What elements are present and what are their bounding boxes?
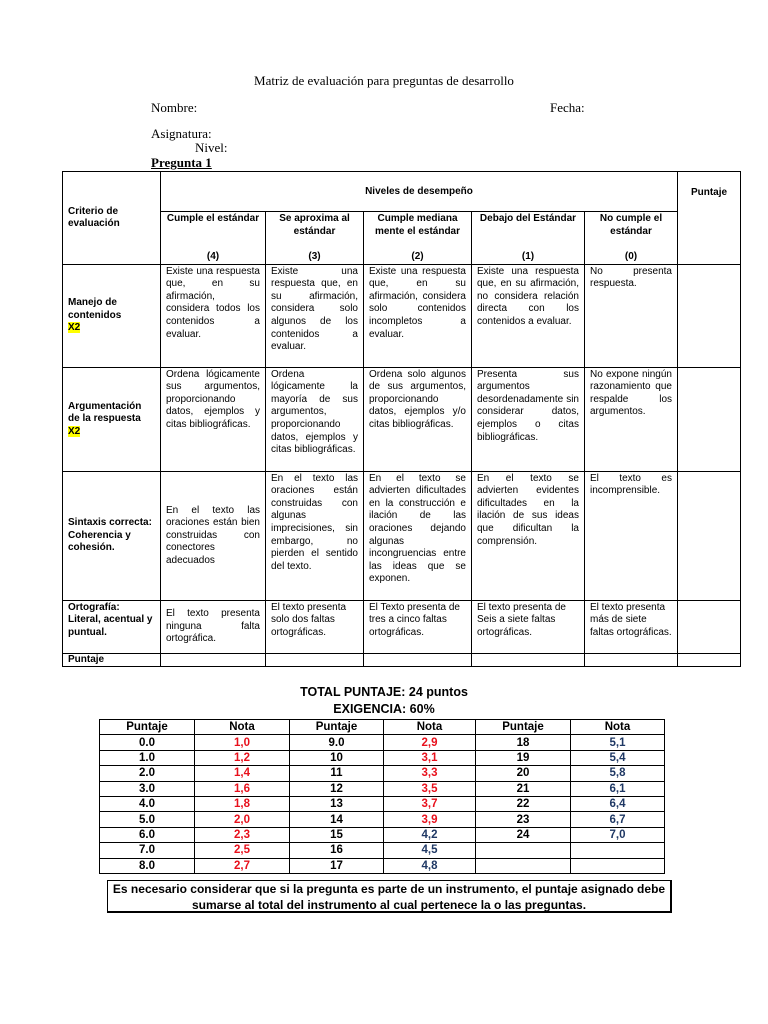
multiplier-badge: X2 xyxy=(68,425,81,437)
scale-row xyxy=(100,812,665,827)
level-score: (4) xyxy=(206,251,220,262)
instrument-note: Es necesario considerar que si la pregunta es parte de un instrumento, el puntaje asignado debe sumarse al total del instrumento al cual pertenece la o las preguntas. xyxy=(107,880,672,913)
scale-nota-cell: 3,7 xyxy=(384,796,476,811)
puntaje-footer-row xyxy=(63,653,741,666)
level-label: Cumple mediana mente el estándar xyxy=(374,213,461,237)
level-score: (2) xyxy=(411,251,424,262)
scale-puntaje-cell: 22 xyxy=(476,796,571,811)
descriptor-cell: Ordena lógicamente sus argumentos, proporcionando datos, ejemplos y citas bibliográficas. xyxy=(161,367,266,471)
scale-puntaje-cell: 21 xyxy=(476,781,571,796)
scale-puntaje-cell: 7.0 xyxy=(100,843,195,858)
criterion-label: Manejo de contenidos xyxy=(68,297,122,321)
scale-nota-cell: 2,9 xyxy=(384,735,476,750)
score-cell xyxy=(266,653,364,666)
criterion-cell: Ortografía: Literal, acentual y puntual. xyxy=(63,600,161,653)
nombre-label: Nombre: xyxy=(151,100,198,115)
scale-row xyxy=(100,843,665,858)
scale-header: Puntaje xyxy=(290,720,384,735)
score-cell xyxy=(472,653,585,666)
scale-nota-cell: 2,0 xyxy=(195,812,290,827)
descriptor-cell: El texto presenta ninguna falta ortográfica. xyxy=(161,600,266,653)
scale-nota-cell: 1,0 xyxy=(195,735,290,750)
rubric-table xyxy=(62,171,741,667)
nivel-label: Nivel: xyxy=(195,140,228,155)
scale-puntaje-cell: 1.0 xyxy=(100,750,195,765)
exigencia: EXIGENCIA: 60% xyxy=(333,702,435,716)
scale-header: Puntaje xyxy=(100,720,195,735)
document-title: Matriz de evaluación para preguntas de desarrollo xyxy=(254,73,514,88)
rubric-row xyxy=(63,600,741,653)
level-label: Cumple el estándar xyxy=(166,213,260,224)
asignatura-label: Asignatura: xyxy=(151,126,212,141)
criterion-cell xyxy=(63,264,161,367)
scale-puntaje-cell: 4.0 xyxy=(100,796,195,811)
scale-puntaje-cell: 17 xyxy=(290,858,384,873)
level-score: (1) xyxy=(521,251,535,262)
scale-puntaje-cell: 6.0 xyxy=(100,827,195,842)
level-label: No cumple el estándar xyxy=(599,213,663,237)
score-cell xyxy=(678,367,741,471)
scale-nota-cell: 3,9 xyxy=(384,812,476,827)
scale-puntaje-cell: 3.0 xyxy=(100,781,195,796)
criterion-cell: Sintaxis correcta: Coherencia y cohesión. xyxy=(63,471,161,600)
scale-puntaje-cell: 13 xyxy=(290,796,384,811)
scale-nota-cell xyxy=(571,858,665,873)
scale-header-row xyxy=(100,720,665,735)
fecha-label: Fecha: xyxy=(550,100,585,115)
score-cell xyxy=(161,653,266,666)
scale-nota-cell: 2,5 xyxy=(195,843,290,858)
grading-scale-table xyxy=(99,719,665,874)
rubric-row xyxy=(63,471,741,600)
score-cell xyxy=(678,264,741,367)
rubric-row xyxy=(63,367,741,471)
score-cell xyxy=(678,471,741,600)
score-cell xyxy=(678,653,741,666)
descriptor-cell: Existe una respuesta que, en su afirmación, no considera relación directa con los contenidos a evaluar. xyxy=(472,264,585,367)
scale-nota-cell xyxy=(571,843,665,858)
scale-puntaje-cell: 24 xyxy=(476,827,571,842)
descriptor-cell: Presenta sus argumentos desordenadamente sin considerar datos, ejemplos o citas bibliográficas. xyxy=(472,367,585,471)
level-score: (3) xyxy=(308,251,321,262)
scale-nota-cell: 1,2 xyxy=(195,750,290,765)
level-header xyxy=(364,212,472,265)
scale-puntaje-cell: 14 xyxy=(290,812,384,827)
descriptor-cell: El texto presenta más de siete faltas ortográficas. xyxy=(585,600,678,653)
scale-puntaje-cell: 8.0 xyxy=(100,858,195,873)
scale-nota-cell: 1,8 xyxy=(195,796,290,811)
scale-puntaje-cell: 20 xyxy=(476,766,571,781)
level-label: Debajo del Estándar xyxy=(479,213,577,224)
scale-puntaje-cell: 23 xyxy=(476,812,571,827)
descriptor-cell: En el texto se advierten dificultades en la construcción e ilación de las oraciones dejando algunas incongruencias entre las ideas que se exponen. xyxy=(364,471,472,600)
descriptor-cell: El texto es incomprensible. xyxy=(585,471,678,600)
descriptor-cell: Existe una respuesta que, en su afirmación, considera solo contenidos incompletos a evaluar. xyxy=(364,264,472,367)
score-cell xyxy=(364,653,472,666)
scale-puntaje-cell: 11 xyxy=(290,766,384,781)
scale-row xyxy=(100,750,665,765)
descriptor-cell: Existe una respuesta que, en su afirmación, considera todos los contenidos a evaluar. xyxy=(161,264,266,367)
scale-nota-cell: 3,5 xyxy=(384,781,476,796)
scale-nota-cell: 5,4 xyxy=(571,750,665,765)
scale-row xyxy=(100,766,665,781)
scale-row xyxy=(100,781,665,796)
scale-nota-cell: 2,7 xyxy=(195,858,290,873)
scale-row xyxy=(100,827,665,842)
scale-puntaje-cell: 5.0 xyxy=(100,812,195,827)
scale-header: Nota xyxy=(384,720,476,735)
level-score: (0) xyxy=(624,251,638,262)
scale-puntaje-cell: 0.0 xyxy=(100,735,195,750)
niveles-header: Niveles de desempeño xyxy=(161,172,678,212)
scale-nota-cell: 3,1 xyxy=(384,750,476,765)
scale-header: Nota xyxy=(571,720,665,735)
descriptor-cell: En el texto las oraciones están construidas con algunas imprecisiones, sin embargo, no pierden el sentido del texto. xyxy=(266,471,364,600)
scale-row xyxy=(100,858,665,873)
level-header xyxy=(472,212,585,265)
puntaje-footer-label: Puntaje xyxy=(63,653,161,666)
scale-nota-cell: 4,2 xyxy=(384,827,476,842)
descriptor-cell: En el texto las oraciones están bien construidas con conectores adecuados xyxy=(161,471,266,600)
scale-puntaje-cell: 12 xyxy=(290,781,384,796)
scale-nota-cell: 4,8 xyxy=(384,858,476,873)
scale-puntaje-cell: 9.0 xyxy=(290,735,384,750)
criterion-label: Argumentación de la respuesta xyxy=(68,400,142,425)
scale-puntaje-cell xyxy=(476,858,571,873)
scale-puntaje-cell: 10 xyxy=(290,750,384,765)
criterion-cell xyxy=(63,367,161,471)
level-header xyxy=(585,212,678,265)
scale-puntaje-cell: 19 xyxy=(476,750,571,765)
criterio-header: Criterio de evaluación xyxy=(63,172,161,265)
descriptor-cell: Existe una respuesta que, en su afirmación, considera solo algunos de los contenidos a evaluar. xyxy=(266,264,364,367)
score-cell xyxy=(678,600,741,653)
descriptor-cell: Ordena lógicamente la mayoría de sus argumentos, proporcionando datos, ejemplos y citas bibliográficas. xyxy=(266,367,364,471)
scale-row xyxy=(100,735,665,750)
scale-nota-cell: 6,7 xyxy=(571,812,665,827)
scale-nota-cell: 5,1 xyxy=(571,735,665,750)
scale-nota-cell: 1,4 xyxy=(195,766,290,781)
score-cell xyxy=(585,653,678,666)
total-puntaje: TOTAL PUNTAJE: 24 puntos xyxy=(300,685,468,699)
puntaje-header: Puntaje xyxy=(678,172,741,265)
scale-header: Puntaje xyxy=(476,720,571,735)
rubric-row xyxy=(63,264,741,367)
scale-header: Nota xyxy=(195,720,290,735)
scale-nota-cell: 6,4 xyxy=(571,796,665,811)
scale-nota-cell: 1,6 xyxy=(195,781,290,796)
multiplier-badge: X2 xyxy=(68,322,81,334)
scale-nota-cell: 4,5 xyxy=(384,843,476,858)
descriptor-cell: El Texto presenta de tres a cinco faltas ortográficas. xyxy=(364,600,472,653)
pregunta-label: Pregunta 1 xyxy=(151,155,212,170)
scale-puntaje-cell: 18 xyxy=(476,735,571,750)
scale-puntaje-cell: 15 xyxy=(290,827,384,842)
descriptor-cell: No presenta respuesta. xyxy=(585,264,678,367)
scale-puntaje-cell: 2.0 xyxy=(100,766,195,781)
level-header xyxy=(161,212,266,265)
scale-nota-cell: 5,8 xyxy=(571,766,665,781)
scale-puntaje-cell xyxy=(476,843,571,858)
scale-row xyxy=(100,796,665,811)
scale-nota-cell: 7,0 xyxy=(571,827,665,842)
level-header xyxy=(266,212,364,265)
scale-puntaje-cell: 16 xyxy=(290,843,384,858)
descriptor-cell: Ordena solo algunos de sus argumentos, proporcionando datos, ejemplos y/o citas bibliográficas. xyxy=(364,367,472,471)
descriptor-cell: El texto presenta solo dos faltas ortográficas. xyxy=(266,600,364,653)
level-label: Se aproxima al estándar xyxy=(279,213,350,237)
descriptor-cell: No expone ningún razonamiento que respalde los argumentos. xyxy=(585,367,678,471)
scale-nota-cell: 6,1 xyxy=(571,781,665,796)
descriptor-cell: El texto presenta de Seis a siete faltas ortográficas. xyxy=(472,600,585,653)
scale-nota-cell: 3,3 xyxy=(384,766,476,781)
descriptor-cell: En el texto se advierten evidentes dificultades en la ilación de sus ideas que dificultan la comprensión. xyxy=(472,471,585,600)
scale-nota-cell: 2,3 xyxy=(195,827,290,842)
